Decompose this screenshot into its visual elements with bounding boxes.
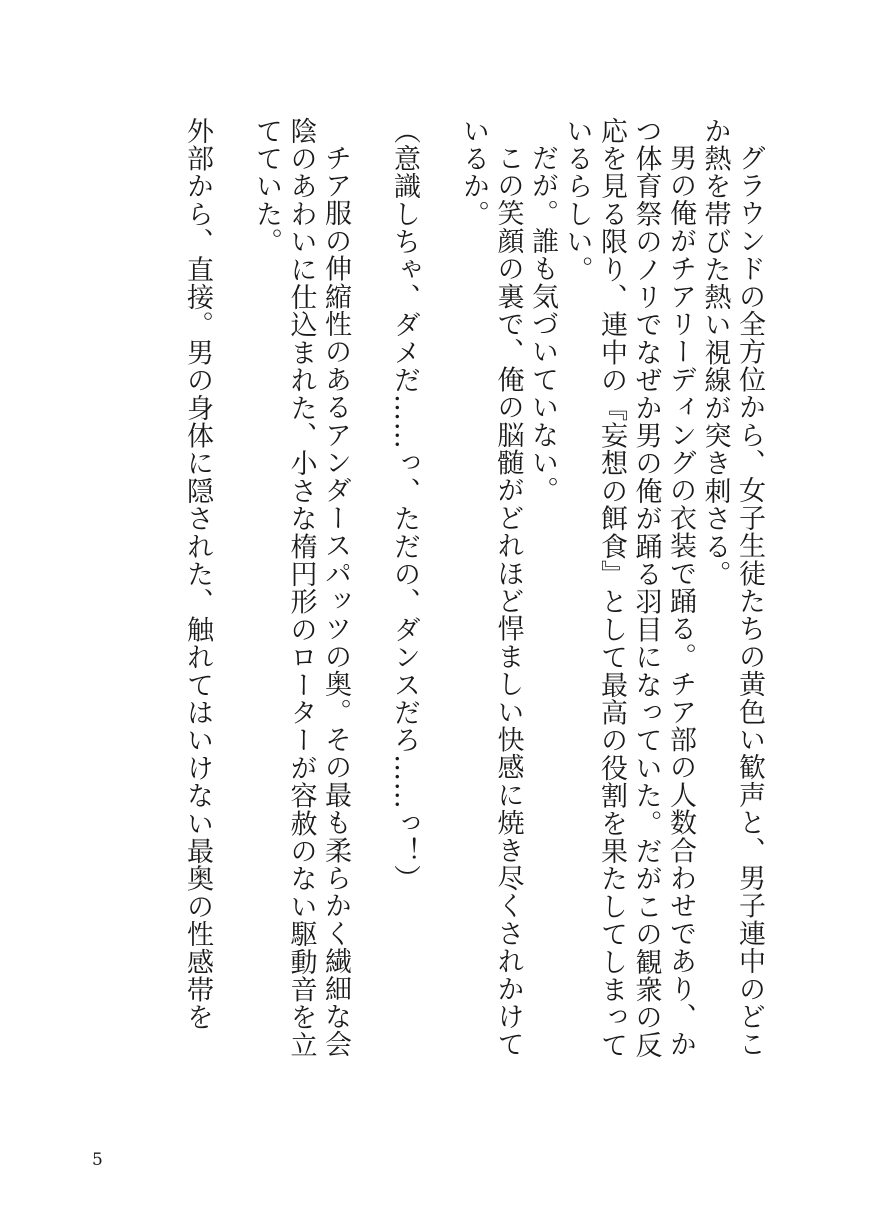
paragraph-1: グラウンドの全方位から、女子生徒たちの黄色い歓声と、男子連中のどこか熱を帯びた熱い視線が突き刺さる。: [699, 117, 765, 1059]
paragraph-3: だが。誰も気づいていない。: [527, 144, 558, 505]
blank-line: [214, 117, 249, 1062]
blank-line: [352, 117, 387, 1062]
page-number: 5: [92, 1150, 103, 1170]
paragraph-2: 男の俺がチアリーディングの衣装で踊る。チア部の人数合わせであり、かつ体育祭のノリでなぜか男の俺が踊る羽目になっていた。だがこの観衆の反応を見る限り、連中の『妄想の餌食』として最高の役割を果たしてしまっているらしい。: [561, 117, 696, 1059]
inner-thought: （意識しちゃ、ダメだ……っ、ただの、ダンスだろ……っ！）: [389, 117, 420, 893]
paragraph-5: チア服の伸縮性のあるアンダースパッツの奥。その最も柔らかく繊細な会陰のあわいに仕込まれた、小さな楕円形のローターが容赦のない駆動音を立てていた。: [251, 117, 351, 1059]
paragraph-6: 外部から、直接。男の身体に隠された、触れてはいけない最奥の性感帯を: [182, 117, 213, 1032]
vertical-text-body: [180, 117, 767, 1062]
blank-line: [421, 117, 456, 1062]
paragraph-4: この笑顔の裏で、俺の脳髄がどれほど悍ましい快感に焼き尽くされかけているか。: [458, 117, 524, 1059]
